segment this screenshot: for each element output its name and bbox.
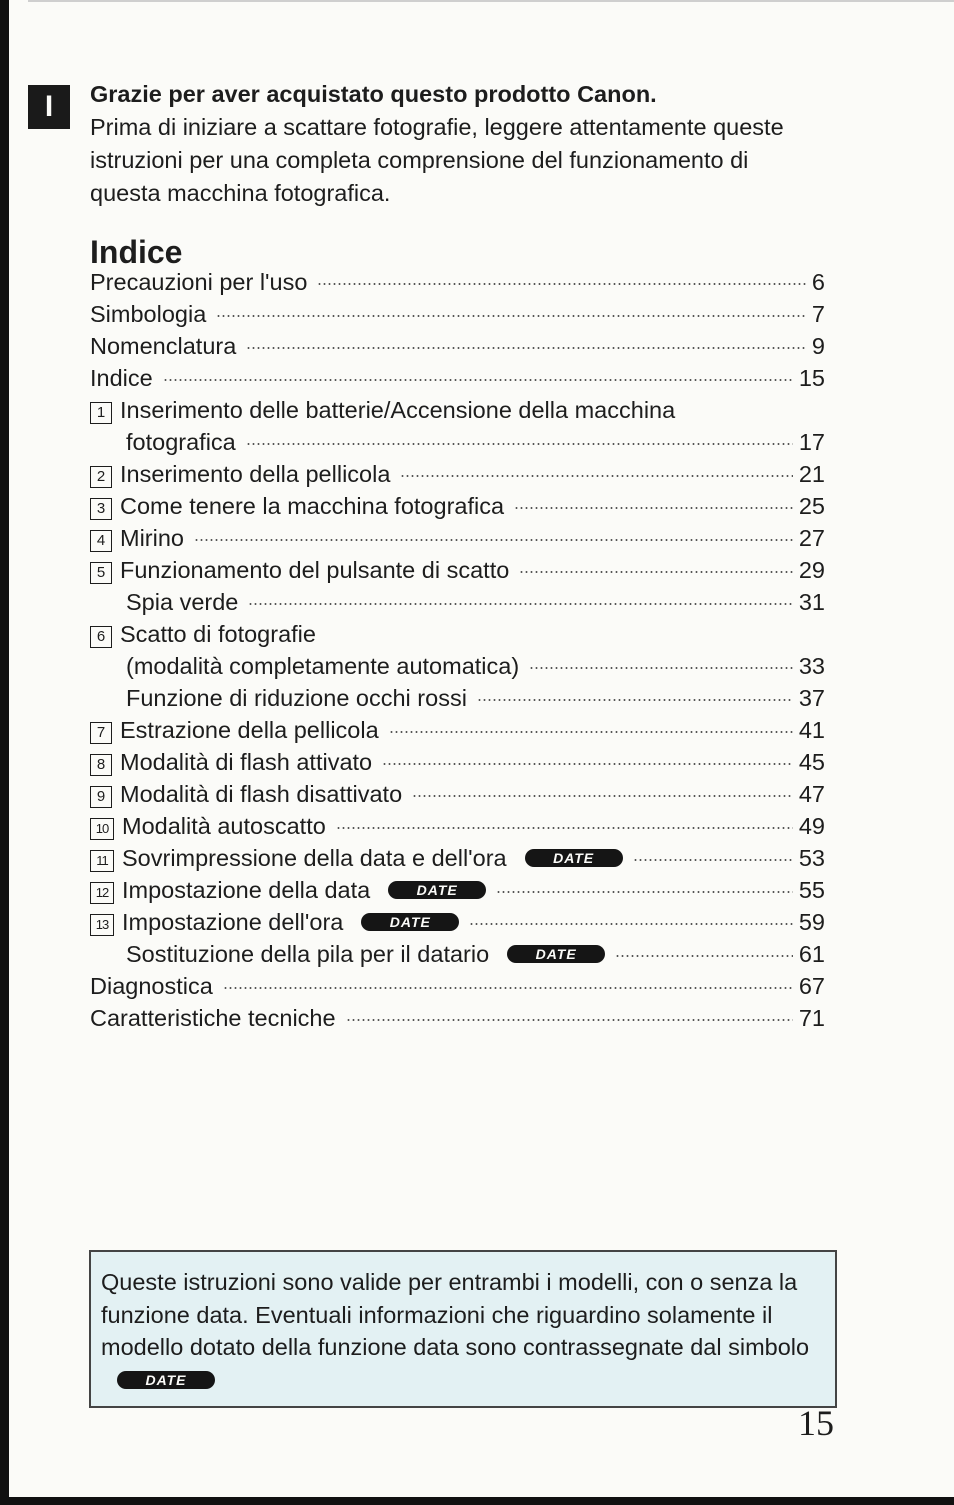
table-of-contents (90, 266, 825, 1034)
toc-entry (90, 394, 825, 426)
chapter-number-box: 5 (90, 562, 112, 584)
section-tab: I (28, 85, 70, 129)
dot-leader (615, 955, 793, 957)
toc-entry (90, 426, 825, 458)
toc-entry-label: Caratteristiche tecniche (90, 1005, 336, 1031)
toc-entry (90, 970, 825, 1002)
toc-entry (90, 746, 825, 778)
intro (90, 78, 810, 210)
dot-leader (223, 987, 793, 989)
date-badge-icon: DATE (361, 913, 459, 931)
chapter-number-box: 2 (90, 466, 112, 488)
toc-entry-label: Indice (90, 365, 153, 391)
chapter-number-box: 1 (90, 402, 112, 424)
toc-entry-label: (modalità completamente automatica) (126, 653, 520, 679)
toc-entry-page: 45 (798, 749, 825, 775)
toc-entry-page: 31 (798, 589, 825, 615)
toc-entry-page: 17 (798, 429, 825, 455)
dot-leader (633, 859, 793, 861)
toc-entry-page: 41 (798, 717, 825, 743)
toc-entry-page: 71 (798, 1005, 825, 1031)
intro-body: Prima di iniziare a scattare fotografie, leggere attentamente queste istruzioni per una completa comprensione del funzionamento di questa macchina fotografica. (90, 114, 784, 206)
intro-title: Grazie per aver acquistato questo prodotto Canon. (90, 81, 657, 107)
dot-leader (519, 571, 793, 573)
dot-leader (477, 699, 793, 701)
chapter-number-box: 9 (90, 786, 112, 808)
toc-entry-label: fotografica (126, 429, 236, 455)
toc-entry-page: 7 (811, 301, 825, 327)
dot-leader (248, 603, 793, 605)
toc-entry-label: Impostazione dell'ora (122, 909, 344, 935)
dot-leader (194, 539, 793, 541)
toc-entry-page: 37 (798, 685, 825, 711)
toc-entry-label: Simbologia (90, 301, 207, 327)
dot-leader (514, 507, 793, 509)
date-badge-icon: DATE (525, 849, 623, 867)
toc-entry-page: 29 (798, 557, 825, 583)
dot-leader (469, 923, 793, 925)
toc-entry (90, 362, 825, 394)
toc-entry-page: 21 (798, 461, 825, 487)
toc-entry (90, 618, 825, 650)
toc-entry (90, 650, 825, 682)
toc-entry (90, 810, 825, 842)
note-box (89, 1250, 837, 1408)
chapter-number-box: 3 (90, 498, 112, 520)
toc-entry-label: Nomenclatura (90, 333, 237, 359)
dot-leader (496, 891, 793, 893)
dot-leader (400, 475, 792, 477)
toc-entry-label: Diagnostica (90, 973, 213, 999)
page-number: 15 (798, 1403, 834, 1443)
toc-entry-label: Modalità di flash attivato (120, 749, 373, 775)
toc-entry-label: Come tenere la macchina fotografica (120, 493, 505, 519)
toc-entry-label: Modalità di flash disattivato (120, 781, 403, 807)
dot-leader (412, 795, 793, 797)
date-badge-icon: DATE (507, 945, 605, 963)
dot-leader (382, 763, 793, 765)
dot-leader (246, 443, 793, 445)
toc-entry-label: Sostituzione della pila per il datario (126, 941, 490, 967)
toc-entry-label: Modalità autoscatto (122, 813, 326, 839)
toc-entry-label: Impostazione della data (122, 877, 371, 903)
chapter-number-box: 6 (90, 626, 112, 648)
toc-entry-page: 59 (798, 909, 825, 935)
toc-entry (90, 938, 825, 970)
toc-entry-label: Funzionamento del pulsante di scatto (120, 557, 510, 583)
toc-entry (90, 298, 825, 330)
toc-entry (90, 714, 825, 746)
toc-entry-page: 27 (798, 525, 825, 551)
toc-entry-page: 61 (798, 941, 825, 967)
toc-entry (90, 682, 825, 714)
toc-entry-page: 55 (798, 877, 825, 903)
toc-entry (90, 522, 825, 554)
toc-entry-label: Inserimento delle batterie/Accensione della macchina (120, 397, 676, 423)
toc-entry (90, 458, 825, 490)
toc-heading: Indice (90, 234, 183, 270)
toc-entry-page: 9 (811, 333, 825, 359)
dot-leader (317, 283, 806, 285)
toc-entry-page: 49 (798, 813, 825, 839)
toc-entry-label: Sovrimpressione della data e dell'ora (122, 845, 507, 871)
dot-leader (529, 667, 793, 669)
toc-entry-page: 25 (798, 493, 825, 519)
toc-entry-label: Funzione di riduzione occhi rossi (126, 685, 467, 711)
scan-edge-left (0, 0, 9, 1505)
chapter-number-box: 8 (90, 754, 112, 776)
toc-entry-page: 53 (798, 845, 825, 871)
dot-leader (336, 827, 793, 829)
toc-entry-label: Precauzioni per l'uso (90, 269, 308, 295)
toc-entry-page: 67 (798, 973, 825, 999)
toc-entry-page: 6 (811, 269, 825, 295)
toc-entry (90, 1002, 825, 1034)
date-badge-icon: DATE (117, 1371, 215, 1389)
toc-entry-label: Spia verde (126, 589, 239, 615)
toc-entry (90, 266, 825, 298)
toc-entry-label: Mirino (120, 525, 184, 551)
date-badge-icon: DATE (388, 881, 486, 899)
chapter-number-box: 13 (90, 914, 114, 936)
chapter-number-box: 12 (90, 882, 114, 904)
toc-entry-page: 15 (798, 365, 825, 391)
chapter-number-box: 10 (90, 818, 114, 840)
chapter-number-box: 11 (90, 850, 114, 872)
scan-edge-top (28, 0, 954, 2)
note-text: Queste istruzioni sono valide per entrambi i modelli, con o senza la funzione data. Eventuali informazioni che riguardino solamente il modello dotato della funzione data sono contrassegnate dal simbolo (101, 1269, 810, 1360)
toc-entry-page: 47 (798, 781, 825, 807)
toc-entry-label: Inserimento della pellicola (120, 461, 391, 487)
dot-leader (389, 731, 793, 733)
toc-entry-page: 33 (798, 653, 825, 679)
toc-entry (90, 586, 825, 618)
toc-entry-label: Scatto di fotografie (120, 621, 316, 647)
toc-entry (90, 906, 825, 938)
dot-leader (346, 1019, 793, 1021)
dot-leader (163, 379, 793, 381)
toc-entry-label: Estrazione della pellicola (120, 717, 379, 743)
dot-leader (246, 347, 806, 349)
toc-entry (90, 490, 825, 522)
toc-entry (90, 778, 825, 810)
chapter-number-box: 7 (90, 722, 112, 744)
toc-entry (90, 330, 825, 362)
toc-entry (90, 874, 825, 906)
toc-entry (90, 842, 825, 874)
dot-leader (216, 315, 806, 317)
scan-edge-bottom (0, 1497, 954, 1505)
toc-entry (90, 554, 825, 586)
chapter-number-box: 4 (90, 530, 112, 552)
